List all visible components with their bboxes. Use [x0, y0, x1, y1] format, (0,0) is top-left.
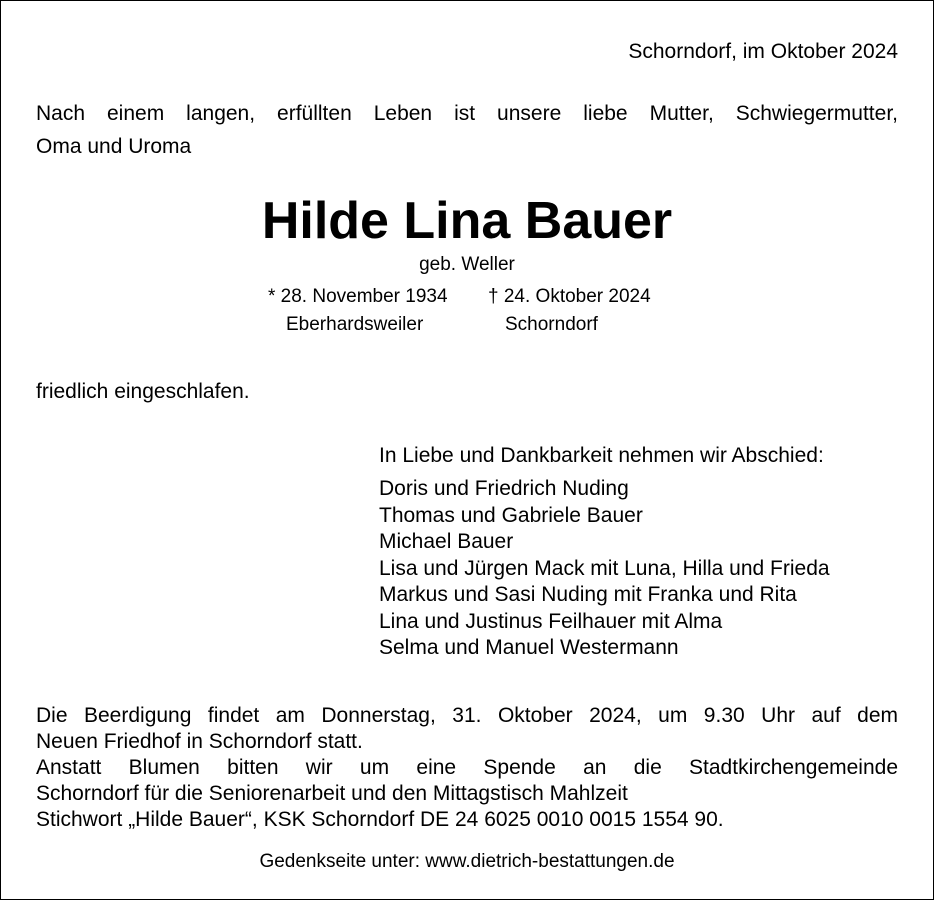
list-item: Selma und Manuel Westermann	[379, 636, 679, 659]
death-date: † 24. Oktober 2024	[488, 286, 651, 307]
intro-line-2: Oma und Uroma	[36, 135, 192, 158]
funeral-line-3: Anstatt Blumen bitten wir um eine Spende an die Stadtkirchengemeinde	[36, 756, 898, 779]
list-item: Lisa und Jürgen Mack mit Luna, Hilla und Frieda	[379, 556, 830, 580]
list-item: Michael Bauer	[379, 530, 514, 553]
maiden-name: geb. Weller	[419, 254, 515, 275]
memorial-page-link: Gedenkseite unter: www.dietrich-bestattungen.de	[259, 851, 675, 872]
list-item: Thomas und Gabriele Bauer	[379, 503, 643, 527]
place-date: Schorndorf, im Oktober 2024	[628, 40, 898, 63]
list-item: Doris und Friedrich Nuding	[379, 477, 629, 500]
list-item: Markus und Sasi Nuding mit Franka und Rita	[379, 583, 797, 606]
funeral-line-1: Die Beerdigung findet am Donnerstag, 31. Oktober 2024, um 9.30 Uhr auf dem	[36, 704, 898, 727]
mourners-list	[379, 476, 830, 662]
funeral-line-2: Neuen Friedhof in Schorndorf statt.	[36, 730, 363, 753]
list-item: Lina und Justinus Feilhauer mit Alma	[379, 609, 723, 633]
passing-text: friedlich eingeschlafen.	[36, 380, 250, 403]
birth-date: * 28. November 1934	[268, 286, 448, 307]
intro-line-1: Nach einem langen, erfüllten Leben ist unsere liebe Mutter, Schwiegermutter,	[36, 102, 898, 125]
funeral-line-5: Stichwort „Hilde Bauer“, KSK Schorndorf DE 24 6025 0010 0015 1554 90.	[36, 808, 724, 831]
birth-place: Eberhardsweiler	[286, 314, 424, 335]
farewell-heading: In Liebe und Dankbarkeit nehmen wir Abschied:	[379, 444, 824, 467]
deceased-name: Hilde Lina Bauer	[261, 192, 673, 250]
funeral-line-4: Schorndorf für die Seniorenarbeit und den Mittagstisch Mahlzeit	[36, 782, 628, 805]
death-place: Schorndorf	[505, 314, 598, 335]
